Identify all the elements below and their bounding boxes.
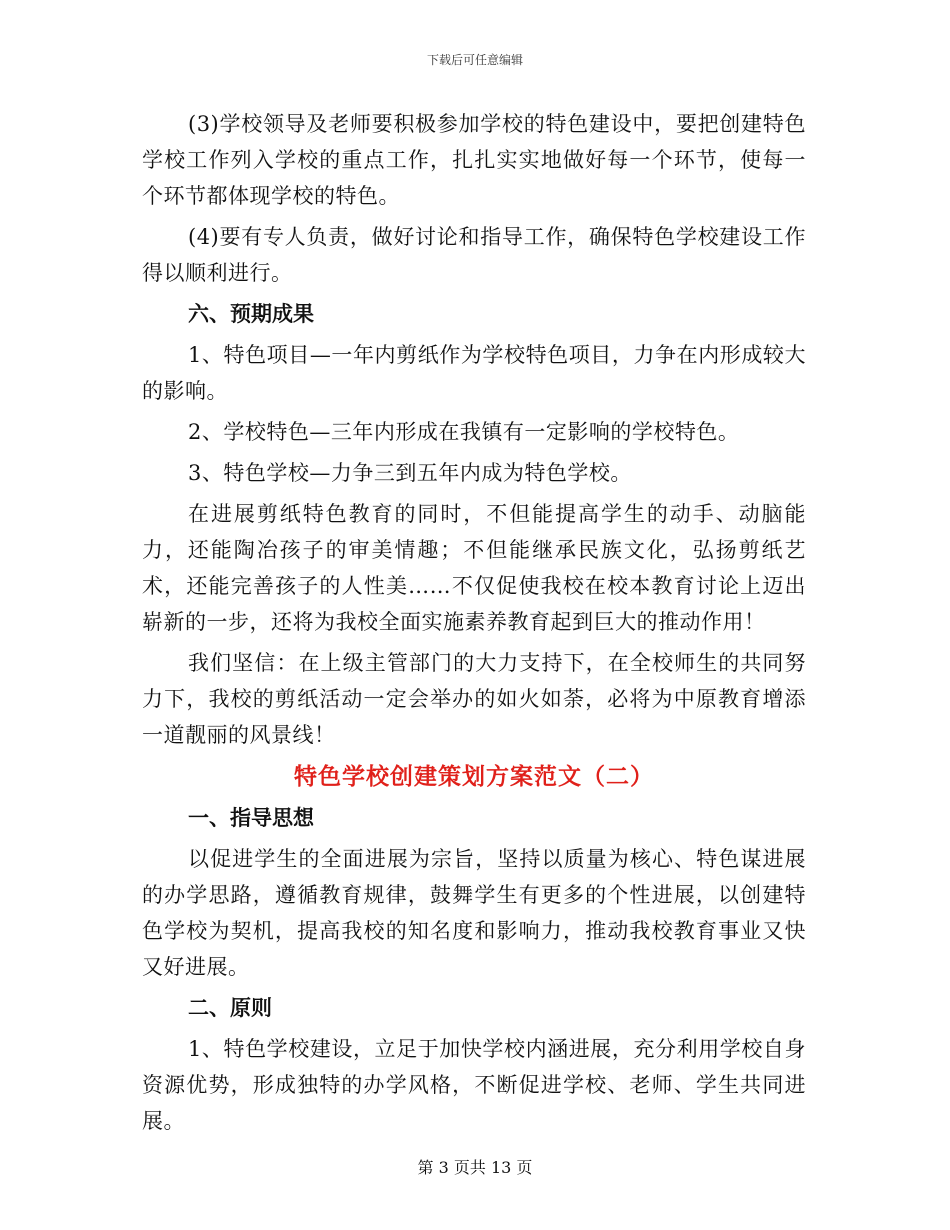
section-heading: 六、预期成果 xyxy=(188,301,314,326)
section-heading: 一、指导思想 xyxy=(188,805,314,830)
paragraph: 3、特色学校—力争三到五年内成为特色学校。 xyxy=(188,461,632,485)
paragraph: 我们坚信：在上级主管部门的大力支持下，在全校师生的共同努力下，我校的剪纸活动一定会举办的如火如荼，必将为中原教育增添一道靓丽的风景线！ xyxy=(142,651,806,747)
paragraph: 1、特色项目—一年内剪纸作为学校特色项目，力争在内形成较大的影响。 xyxy=(142,343,806,403)
paragraph: 2、学校特色—三年内形成在我镇有一定影响的学校特色。 xyxy=(188,420,740,444)
paragraph: 1、特色学校建设，立足于加快学校内涵进展，充分利用学校自身资源优势，形成独特的办学风格，不断促进学校、老师、学生共同进展。 xyxy=(142,1037,806,1133)
paragraph: (4)要有专人负责，做好讨论和指导工作，确保特色学校建设工作得以顺利进行。 xyxy=(142,225,806,285)
paragraph: 在进展剪纸特色教育的同时，不但能提高学生的动手、动脑能力，还能陶冶孩子的审美情趣；不但能继承民族文化，弘扬剪纸艺术，还能完善孩子的人性美……不仅促使我校在校本教育讨论上迈出崭新的一步，还将为我校全面实施素养教育起到巨大的推动作用！ xyxy=(142,502,806,634)
section-heading: 二、原则 xyxy=(188,995,272,1020)
document-title: 特色学校创建策划方案范文（二） xyxy=(294,763,654,790)
document-body xyxy=(142,106,806,1144)
paragraph: (3)学校领导及老师要积极参加学校的特色建设中，要把创建特色学校工作列入学校的重点工作，扎扎实实地做好每一个环节，使每一个环节都体现学校的特色。 xyxy=(142,112,806,208)
page-footer: 第 3 页共 13 页 xyxy=(417,1158,533,1177)
page-header: 下载后可任意编辑 xyxy=(426,53,523,67)
paragraph: 以促进学生的全面进展为宗旨，坚持以质量为核心、特色谋进展的办学思路，遵循教育规律，鼓舞学生有更多的个性进展，以创建特色学校为契机，提高我校的知名度和影响力，推动我校教育事业又快又好进展。 xyxy=(142,847,806,979)
